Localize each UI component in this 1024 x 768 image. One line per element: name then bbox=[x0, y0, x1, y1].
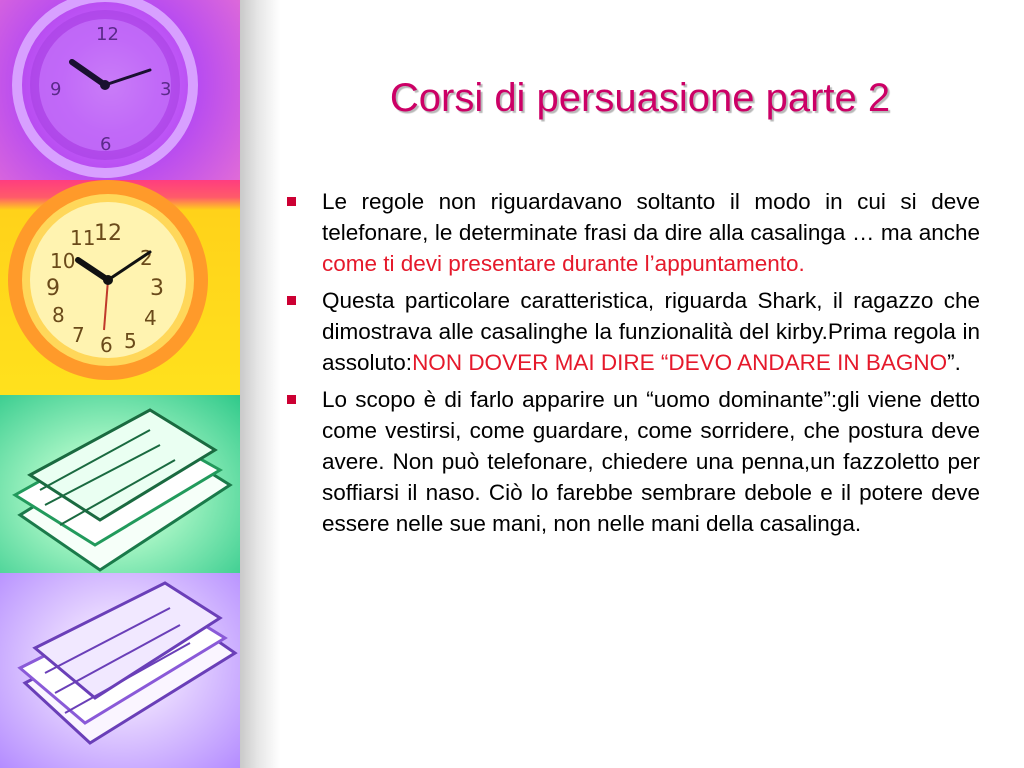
svg-text:11: 11 bbox=[70, 226, 96, 250]
svg-text:5: 5 bbox=[124, 329, 137, 353]
svg-text:3: 3 bbox=[150, 276, 164, 301]
svg-text:9: 9 bbox=[46, 276, 60, 301]
svg-text:6: 6 bbox=[100, 333, 113, 357]
books-icon bbox=[0, 395, 240, 573]
clock-icon bbox=[0, 0, 240, 180]
bullet-highlight: come ti devi presentare durante l’appuntamento. bbox=[322, 251, 805, 276]
bullet-text: Le regole non riguardavano soltanto il modo in cui si deve telefonare, le determinate frasi da dire alla casalinga … ma anche bbox=[322, 189, 980, 245]
bullet-marker-icon bbox=[287, 197, 296, 206]
bullet-marker-icon bbox=[287, 395, 296, 404]
svg-text:9: 9 bbox=[50, 79, 62, 100]
clock-yellow-image bbox=[0, 180, 240, 395]
bullet-text: Lo scopo è di farlo apparire un “uomo dominante”:gli viene detto come vestirsi, come guardare, come sorridere, che postura deve avere. Non può telefonare, chiedere una penna,un fazzoletto per soffiarsi il naso. Ciò lo farebbe sembrare debole e il potere deve essere nelle sue mani, non nelle mani della casalinga. bbox=[322, 387, 980, 536]
strip-shadow bbox=[240, 0, 280, 768]
slide-title: Corsi di persuasione parte 2 bbox=[389, 76, 891, 120]
svg-text:3: 3 bbox=[160, 79, 172, 100]
svg-text:7: 7 bbox=[72, 323, 85, 347]
decorative-image-strip bbox=[0, 0, 240, 768]
svg-text:10: 10 bbox=[50, 249, 76, 273]
clock-purple-image bbox=[0, 0, 240, 180]
svg-text:6: 6 bbox=[100, 134, 112, 155]
books-purple-image bbox=[0, 573, 240, 768]
bullet-text: Questa particolare caratteristica, riguarda Shark, il ragazzo che dimostrava alle casalinghe la funzionalità del kirby.Prima regola in assoluto: bbox=[322, 288, 980, 375]
bullet-item bbox=[284, 384, 980, 539]
bullet-item bbox=[284, 186, 980, 279]
books-icon bbox=[0, 573, 240, 768]
svg-text:2: 2 bbox=[140, 246, 153, 270]
bullet-marker-icon bbox=[287, 296, 296, 305]
svg-text:12: 12 bbox=[94, 221, 122, 246]
bullet-highlight: NON DOVER MAI DIRE “DEVO ANDARE IN BAGNO bbox=[412, 350, 948, 375]
svg-text:12: 12 bbox=[96, 24, 119, 45]
books-green-image bbox=[0, 395, 240, 573]
bullet-tail: ”. bbox=[947, 350, 961, 375]
svg-text:4: 4 bbox=[144, 306, 157, 330]
clock-icon bbox=[0, 180, 240, 395]
svg-text:8: 8 bbox=[52, 303, 65, 327]
bullet-list bbox=[284, 186, 980, 545]
bullet-item bbox=[284, 285, 980, 378]
